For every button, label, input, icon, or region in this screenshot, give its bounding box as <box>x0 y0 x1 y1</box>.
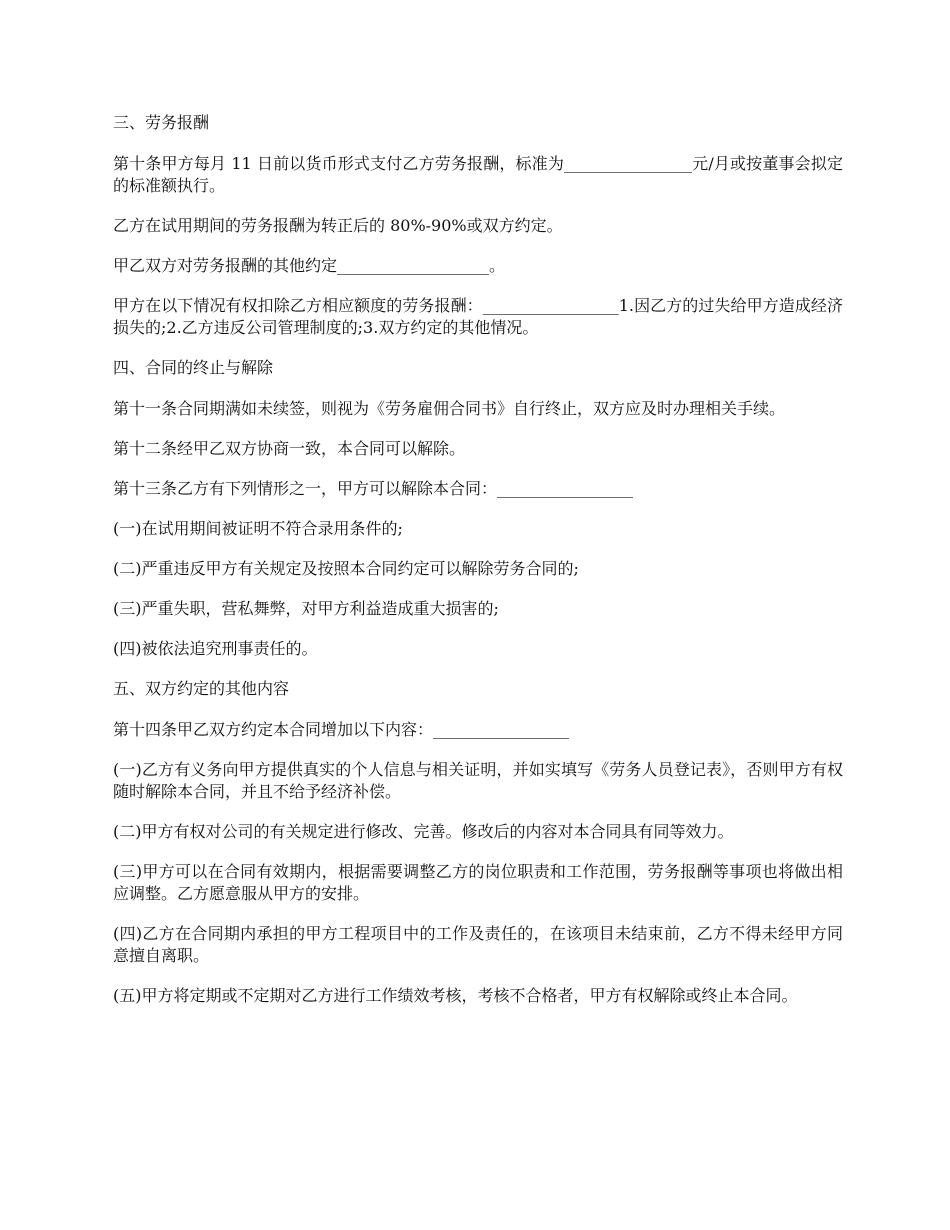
section-heading-remuneration: 三、劳务报酬 <box>113 113 210 132</box>
article-13-item-3: (三)严重失职，营私舞弊，对甲方利益造成重大损害的; <box>113 599 499 618</box>
article-14-item-2: (二)甲方有权对公司的有关规定进行修改、完善。修改后的内容对本合同具有同等效力。 <box>113 822 734 841</box>
article-13-paragraph: 第十三条乙方有下列情形之一，甲方可以解除本合同：_________________ <box>113 479 634 498</box>
article-11-paragraph: 第十一条合同期满如未续签，则视为《劳务雇佣合同书》自行终止，双方应及时办理相关手续。 <box>113 399 786 418</box>
document-body <box>113 112 843 1025</box>
probation-pay-paragraph: 乙方在试用期间的劳务报酬为转正后的 80%-90%或双方约定。 <box>113 216 563 235</box>
other-pay-agreement-paragraph: 甲乙双方对劳务报酬的其他约定___________________。 <box>113 256 506 275</box>
article-14-item-1: (一)乙方有义务向甲方提供真实的个人信息与相关证明，并如实填写《劳务人员登记表》，否则甲方有权随时解除本合同，并且不给予经济补偿。 <box>113 760 843 801</box>
section-heading-other-terms: 五、双方约定的其他内容 <box>113 679 290 698</box>
article-14-item-4: (四)乙方在合同期内承担的甲方工程项目中的工作及责任的，在该项目未结束前，乙方不得未经甲方同意擅自离职。 <box>113 924 843 965</box>
article-13-item-1: (一)在试用期间被证明不符合录用条件的; <box>113 519 403 538</box>
article-14-item-5: (五)甲方将定期或不定期对乙方进行工作绩效考核，考核不合格者，甲方有权解除或终止本合同。 <box>113 986 798 1005</box>
pay-deduction-paragraph: 甲方在以下情况有权扣除乙方相应额度的劳务报酬：_________________1.因乙方的过失给甲方造成经济损失的;2.乙方违反公司管理制度的;3.双方约定的其他情况。 <box>113 296 843 337</box>
article-13-item-4: (四)被依法追究刑事责任的。 <box>113 639 318 658</box>
article-10-paragraph: 第十条甲方每月 11 日前以货币形式支付乙方劳务报酬，标准为________________元/月或按董事会拟定的标准额执行。 <box>113 154 843 195</box>
article-14-paragraph: 第十四条甲乙双方约定本合同增加以下内容：_________________ <box>113 720 570 739</box>
section-heading-termination: 四、合同的终止与解除 <box>113 358 274 377</box>
article-14-item-3: (三)甲方可以在合同有效期内，根据需要调整乙方的岗位职责和工作范围，劳务报酬等事项也将做出相应调整。乙方愿意服从甲方的安排。 <box>113 862 843 903</box>
article-12-paragraph: 第十二条经甲乙双方协商一致，本合同可以解除。 <box>113 439 466 458</box>
article-13-item-2: (二)严重违反甲方有关规定及按照本合同约定可以解除劳务合同的; <box>113 559 579 578</box>
